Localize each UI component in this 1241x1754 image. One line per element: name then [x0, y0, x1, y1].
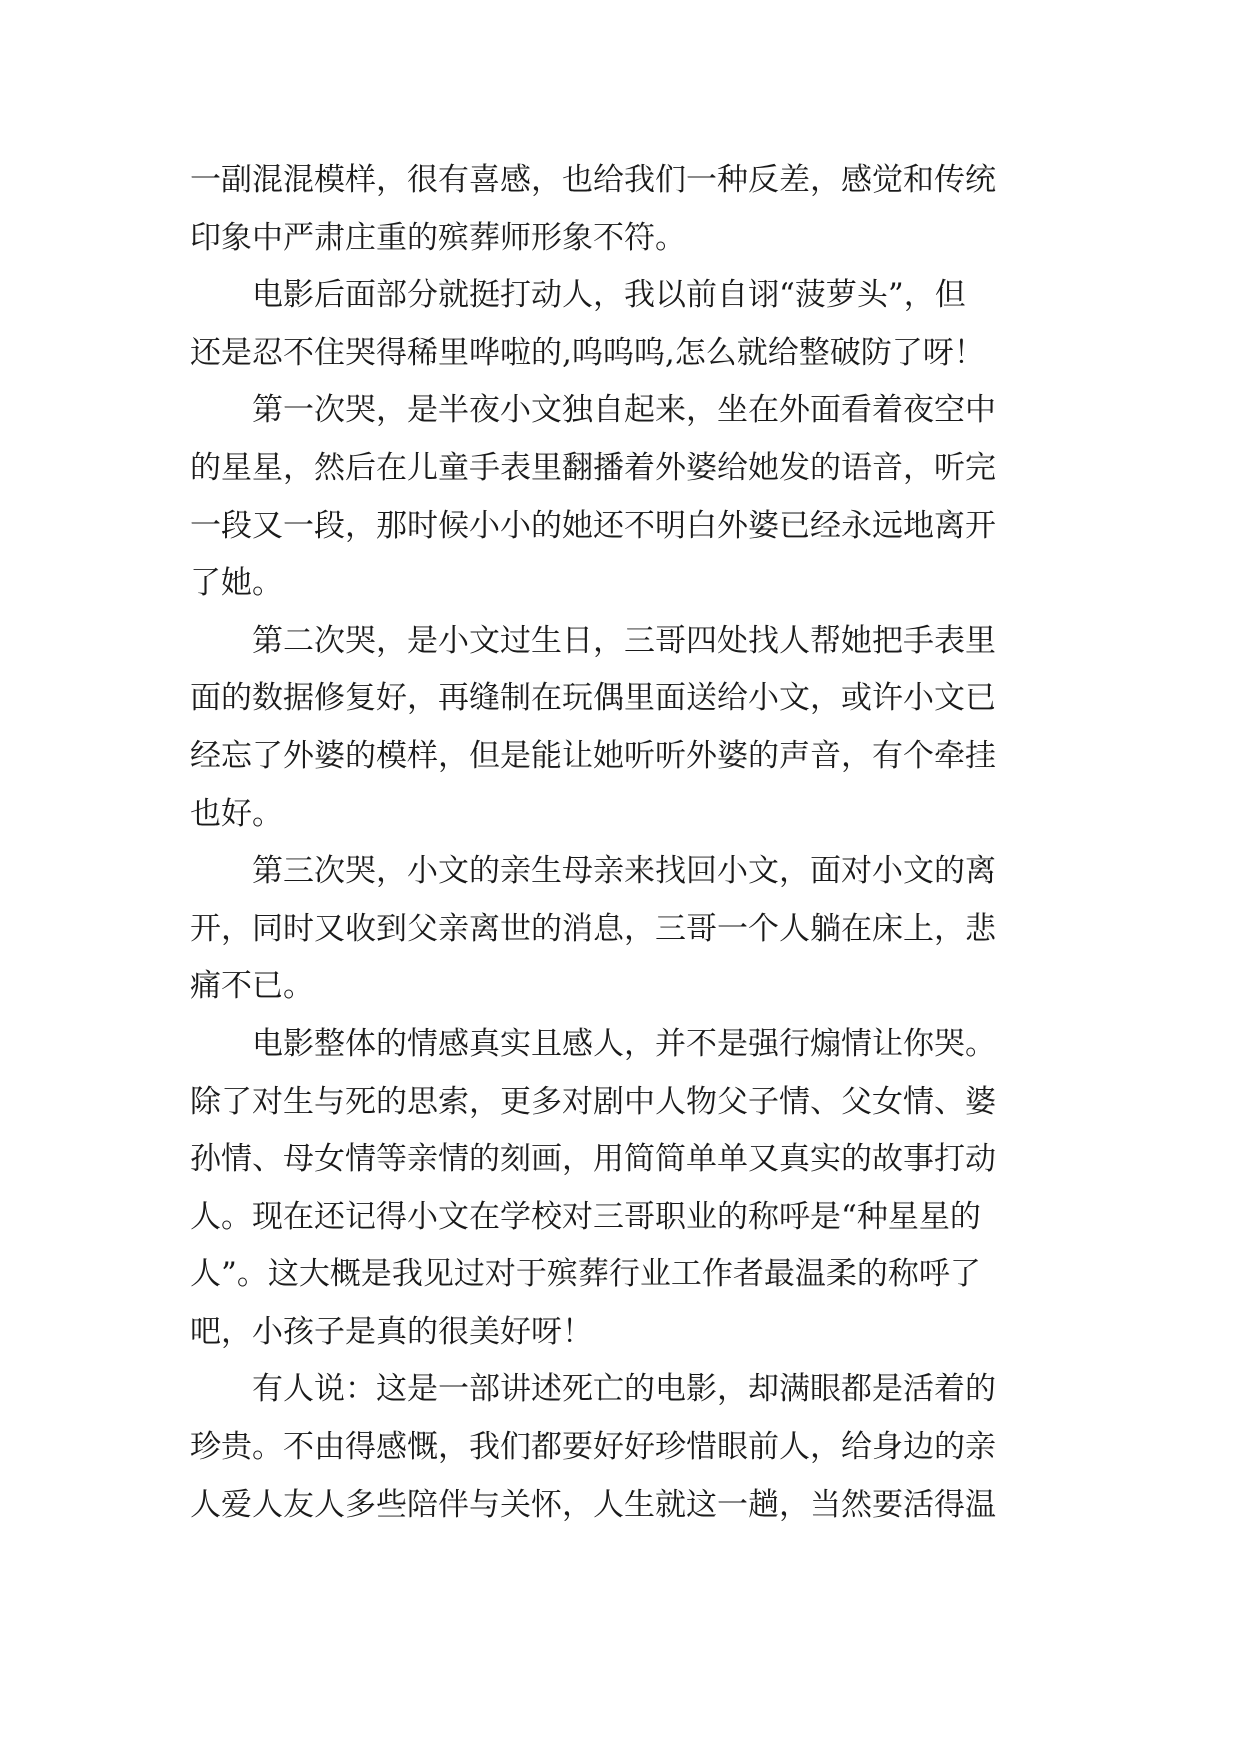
text-line: 电影后面部分就挺打动人，我以前自诩“菠萝头”，但 [252, 277, 966, 314]
text-line: 开，同时又收到父亲离世的消息，三哥一个人躺在床上，悲 [190, 910, 996, 947]
text-line: 第三次哭，小文的亲生母亲来找回小文，面对小文的离 [252, 853, 996, 890]
text-line: 人爱人友人多些陪伴与关怀，人生就这一趟，当然要活得温 [190, 1486, 996, 1523]
text-line: 了她。 [190, 565, 283, 602]
text-line: 经忘了外婆的模样，但是能让她听听外婆的声音，有个牵挂 [190, 737, 996, 774]
text-line: 珍贵。不由得感慨，我们都要好好珍惜眼前人，给身边的亲 [190, 1429, 996, 1466]
text-line: 孙情、母女情等亲情的刻画，用简简单单又真实的故事打动 [190, 1141, 996, 1178]
text-line: 痛不已。 [190, 968, 314, 1005]
text-line: 吧，小孩子是真的很美好呀！ [190, 1313, 593, 1350]
text-line: 也好。 [190, 795, 283, 832]
document-body [190, 152, 1070, 1534]
text-line: 电影整体的情感真实且感人，并不是强行煽情让你哭。 [252, 1025, 996, 1062]
text-line: 的星星，然后在儿童手表里翻播着外婆给她发的语音，听完 [190, 449, 996, 486]
text-line: 还是忍不住哭得稀里哗啦的,呜呜呜,怎么就给整破防了呀！ [190, 334, 985, 371]
text-line: 人。现在还记得小文在学校对三哥职业的称呼是“种星星的 [190, 1198, 981, 1235]
text-line: 面的数据修复好，再缝制在玩偶里面送给小文，或许小文已 [190, 680, 996, 717]
text-line: 有人说：这是一部讲述死亡的电影，却满眼都是活着的 [252, 1371, 996, 1408]
text-line: 除了对生与死的思索，更多对剧中人物父子情、父女情、婆 [190, 1083, 996, 1120]
text-line: 第一次哭，是半夜小文独自起来，坐在外面看着夜空中 [252, 392, 996, 429]
text-line: 印象中严肃庄重的殡葬师形象不符。 [190, 219, 686, 256]
text-line: 一段又一段，那时候小小的她还不明白外婆已经永远地离开 [190, 507, 996, 544]
text-line: 第二次哭，是小文过生日，三哥四处找人帮她把手表里 [252, 622, 996, 659]
text-line: 一副混混模样，很有喜感，也给我们一种反差，感觉和传统 [190, 162, 996, 198]
text-line: 人”。这大概是我见过对于殡葬行业工作者最温柔的称呼了 [190, 1256, 981, 1293]
